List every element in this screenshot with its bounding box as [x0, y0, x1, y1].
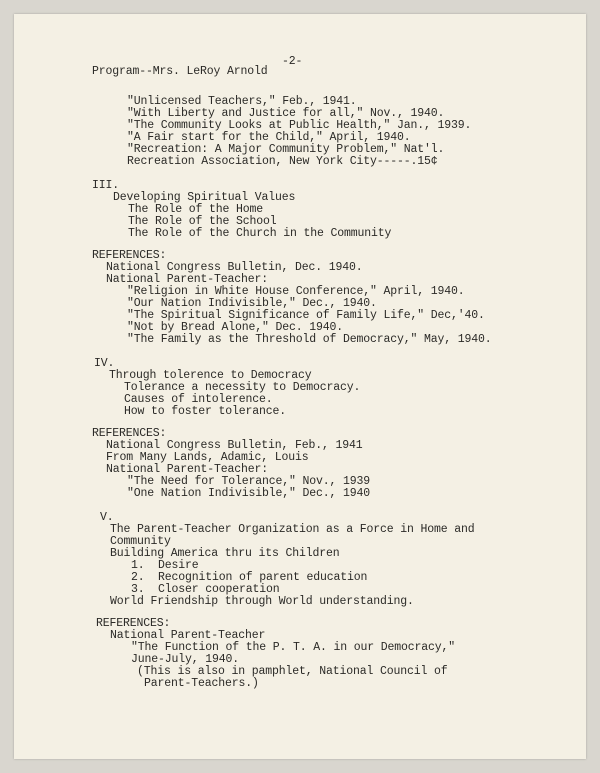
reference-subline: "Religion in White House Conference," April, 1940.	[127, 285, 465, 298]
section-5-point: 3. Closer cooperation	[131, 583, 280, 596]
reference-line: National Parent-Teacher:	[106, 463, 269, 476]
section-5-numeral: V.	[100, 511, 114, 524]
section-5-closing: World Friendship through World understanding.	[110, 595, 414, 608]
section-5-point: 2. Recognition of parent education	[131, 571, 368, 584]
section-4-item: Tolerance a necessity to Democracy.	[124, 381, 361, 394]
intro-ref-line: "A Fair start for the Child," April, 1940.	[127, 131, 411, 144]
reference-subline: "The Need for Tolerance," Nov., 1939	[127, 475, 371, 488]
section-4-numeral: IV.	[94, 357, 115, 370]
reference-line: National Congress Bulletin, Dec. 1940.	[106, 261, 363, 274]
section-3-title: Developing Spiritual Values	[113, 191, 296, 204]
document-page	[14, 14, 586, 759]
reference-line: National Congress Bulletin, Feb., 1941	[106, 439, 363, 452]
section-3-item: The Role of the Church in the Community	[128, 227, 392, 240]
references-heading: REFERENCES:	[92, 249, 167, 262]
reference-subline: "Our Nation Indivisible," Dec., 1940.	[127, 297, 377, 310]
intro-ref-line: "The Community Looks at Public Health," Jan., 1939.	[127, 119, 472, 132]
section-4-item: Causes of intolerence.	[124, 393, 273, 406]
section-3-numeral: III.	[92, 179, 120, 192]
reference-note: Parent-Teachers.)	[144, 677, 259, 690]
section-4-title: Through tolerence to Democracy	[109, 369, 312, 382]
page-header: Program--Mrs. LeRoy Arnold	[92, 65, 268, 78]
reference-subline: "The Function of the P. T. A. in our Democracy,"	[131, 641, 456, 654]
reference-subline: "The Family as the Threshold of Democracy," May, 1940.	[127, 333, 492, 346]
intro-ref-line: "Recreation: A Major Community Problem," Nat'l.	[127, 143, 445, 156]
section-3-item: The Role of the Home	[128, 203, 264, 216]
page-number: -2-	[282, 55, 303, 68]
section-5-title-cont: Community	[110, 535, 171, 548]
reference-line: National Parent-Teacher	[110, 629, 266, 642]
reference-subline: "Not by Bread Alone," Dec. 1940.	[127, 321, 344, 334]
section-4-item: How to foster tolerance.	[124, 405, 287, 418]
reference-note: (This is also in pamphlet, National Council of	[137, 665, 448, 678]
reference-subline: "One Nation Indivisible," Dec., 1940	[127, 487, 371, 500]
reference-line: From Many Lands, Adamic, Louis	[106, 451, 309, 464]
reference-subline: June-July, 1940.	[131, 653, 240, 666]
section-5-sub: Building America thru its Children	[110, 547, 340, 560]
section-5-title: The Parent-Teacher Organization as a Force in Home and	[110, 523, 475, 536]
reference-line: National Parent-Teacher:	[106, 273, 269, 286]
intro-ref-line: "With Liberty and Justice for all," Nov., 1940.	[127, 107, 445, 120]
reference-subline: "The Spiritual Significance of Family Life," Dec,'40.	[127, 309, 485, 322]
intro-ref-line: "Unlicensed Teachers," Feb., 1941.	[127, 95, 357, 108]
intro-ref-line: Recreation Association, New York City-----.15¢	[127, 155, 438, 168]
section-3-item: The Role of the School	[128, 215, 277, 228]
references-heading: REFERENCES:	[96, 617, 171, 630]
references-heading: REFERENCES:	[92, 427, 167, 440]
section-5-point: 1. Desire	[131, 559, 199, 572]
